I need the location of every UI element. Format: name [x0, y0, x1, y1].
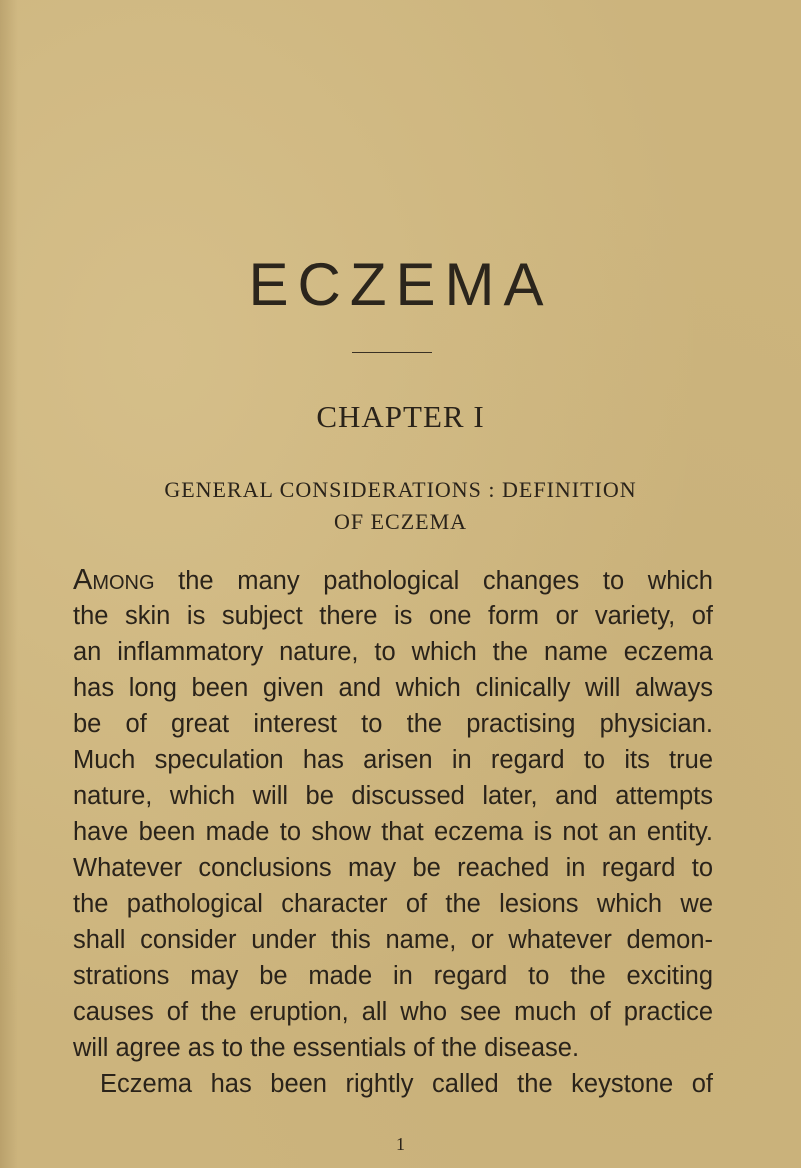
body-line: Much speculation has arisen in regard to its true	[73, 746, 713, 774]
body-text	[73, 562, 713, 1102]
body-line: an inflammatory nature, to which the name eczema	[73, 638, 713, 666]
body-line: the pathological character of the lesions which we	[73, 890, 713, 918]
body-line: shall consider under this name, or whatever demon-	[73, 926, 713, 954]
body-line: strations may be made in regard to the exciting	[73, 962, 713, 990]
first-line-text: the many pathological changes to which	[154, 567, 713, 595]
body-line: causes of the eruption, all who see much of practice	[73, 998, 713, 1026]
body-line: have been made to show that eczema is not an entity.	[73, 818, 713, 846]
chapter-heading	[0, 474, 801, 538]
chapter-label: CHAPTER I	[316, 399, 485, 434]
body-line: has long been given and which clinically will always	[73, 674, 713, 702]
body-line-paragraph-start: Eczema has been rightly called the keystone of	[100, 1070, 713, 1098]
body-line: nature, which will be discussed later, and attempts	[73, 782, 713, 810]
body-line: will agree as to the essentials of the disease.	[73, 1034, 580, 1062]
chapter-heading-line: OF ECZEMA	[333, 509, 468, 534]
body-line: the skin is subject there is one form or variety, of	[73, 602, 713, 630]
lead-word: Among	[73, 564, 155, 596]
title-divider-rule	[352, 352, 432, 353]
book-title: ECZEMA	[248, 251, 553, 318]
body-line: Whatever conclusions may be reached in regard to	[73, 854, 713, 882]
body-line	[73, 562, 713, 598]
page-edge-shadow	[0, 0, 18, 1168]
body-line: be of great interest to the practising physician.	[73, 710, 713, 738]
chapter-heading-line: GENERAL CONSIDERATIONS : DEFINITION	[164, 477, 637, 502]
page-number: 1	[396, 1134, 405, 1154]
